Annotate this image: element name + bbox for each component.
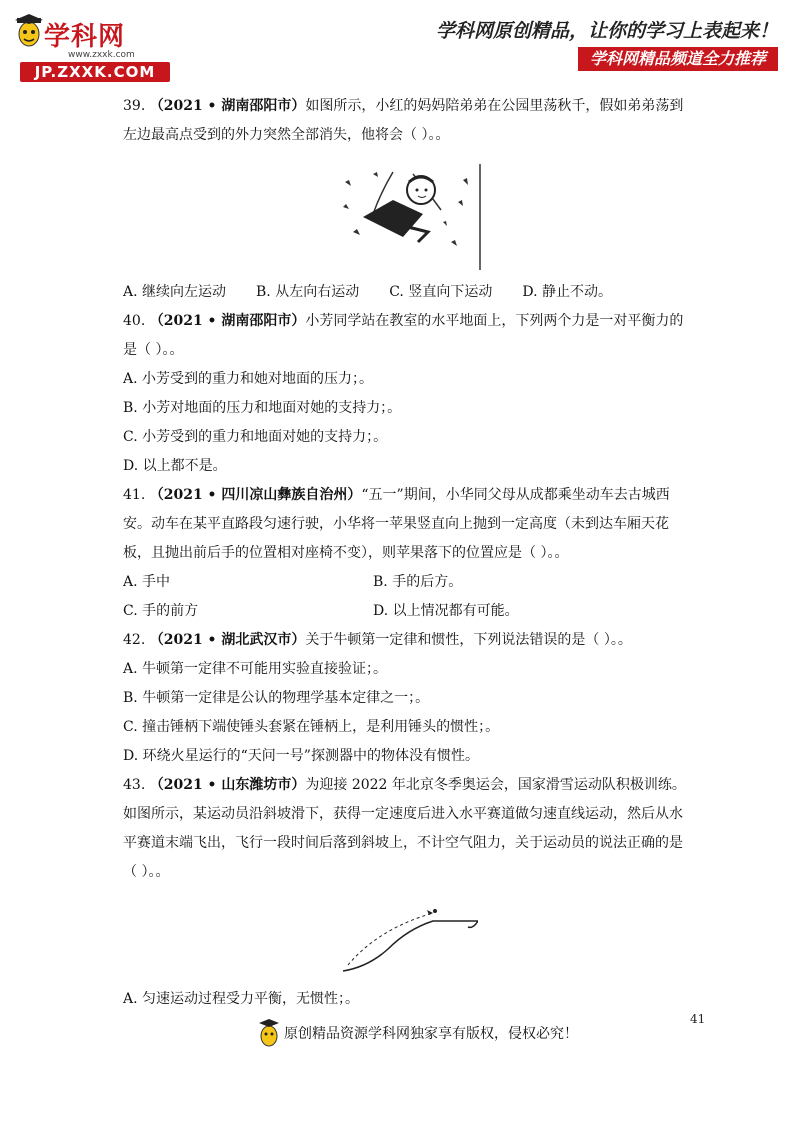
question-39 <box>123 92 693 150</box>
question-stem: 关于牛顿第一定律和惯性，下列说法错误的是（ ）。。 <box>305 632 632 648</box>
options-row <box>123 597 693 626</box>
mascot-icon <box>258 1019 280 1047</box>
question-source: （2021 • 湖北武汉市） <box>149 632 306 648</box>
question-stem: “五一”期间，小华同父母从成都乘坐动车去古城西安。动车在某平直路段匀速行驶，小华将一苹果竖直向上抛到一定高度（未到达车厢天花板，且抛出前后手的位置相对座椅不变），则苹果落下的位置应是（ ）。。 <box>123 487 670 561</box>
option-a[interactable]: A. 继续向左运动 <box>123 284 227 300</box>
option-b[interactable]: B. 从左向右运动 <box>256 284 360 300</box>
question-source: （2021 • 湖南邵阳市） <box>149 313 306 329</box>
option-d[interactable]: D. 静止不动。 <box>522 284 612 300</box>
header-slogan: 学科网原创精品，让你的学习上表起来！ <box>435 20 778 42</box>
question-42 <box>123 626 693 655</box>
logo-url: JP.ZXXK.COM <box>20 62 170 82</box>
question-41 <box>123 481 693 568</box>
options-row <box>123 278 693 307</box>
header-banner: 学科网精品频道全力推荐 <box>578 47 778 71</box>
mascot-icon <box>14 14 44 50</box>
option-c[interactable]: C. 撞击锤柄下端使锤头套紧在锤柄上，是利用锤头的惯性；。 <box>123 719 500 735</box>
option-b[interactable]: B. 手的后方。 <box>373 574 463 590</box>
page-header <box>0 0 800 80</box>
question-number: 40. <box>123 313 146 329</box>
document-body <box>123 92 693 1014</box>
question-stem: 小芳同学站在教室的水平地面上，下列两个力是一对平衡力的是（ ）。。 <box>123 313 684 358</box>
option-b[interactable]: B. 牛顿第一定律是公认的物理学基本定律之一；。 <box>123 690 430 706</box>
option-d[interactable]: D. 以上情况都有可能。 <box>373 603 519 619</box>
option-d[interactable]: D. 以上都不是。 <box>123 458 227 474</box>
ski-slope-figure <box>338 899 478 979</box>
option-a[interactable]: A. 牛顿第一定律不可能用实验直接验证；。 <box>123 661 388 677</box>
question-source: （2021 • 山东潍坊市） <box>149 777 306 793</box>
question-43 <box>123 771 693 887</box>
question-source: （2021 • 湖南邵阳市） <box>149 98 306 114</box>
options-row <box>123 568 693 597</box>
option-a[interactable]: A. 手中 <box>123 574 171 590</box>
option-d[interactable]: D. 环绕火星运行的“天问一号”探测器中的物体没有惯性。 <box>123 748 479 764</box>
question-number: 42. <box>123 632 146 648</box>
swing-figure <box>333 162 483 272</box>
question-number: 39. <box>123 98 146 114</box>
xkw-logo[interactable] <box>14 14 164 81</box>
logo-name: 学科网 <box>44 22 126 52</box>
question-number: 43. <box>123 777 146 793</box>
page-number: 41 <box>690 1012 706 1026</box>
question-40 <box>123 307 693 365</box>
question-stem: 如图所示，小红的妈妈陪弟弟在公园里荡秋千，假如弟弟荡到左边最高点受到的外力突然全部消失，他将会（ ）。。 <box>123 98 684 143</box>
option-c[interactable]: C. 小芳受到的重力和地面对她的支持力；。 <box>123 429 388 445</box>
question-number: 41. <box>123 487 146 503</box>
logo-small-url: www.zxxk.com <box>68 50 135 60</box>
copyright-notice: 原创精品资源学科网独家享有版权，侵权必究！ <box>284 1026 578 1042</box>
page-footer <box>258 1018 578 1048</box>
option-b[interactable]: B. 小芳对地面的压力和地面对她的支持力；。 <box>123 400 402 416</box>
option-c[interactable]: C. 手的前方 <box>123 603 199 619</box>
option-c[interactable]: C. 竖直向下运动 <box>389 284 493 300</box>
question-stem: 为迎接 2022 年北京冬季奥运会，国家滑雪运动队积极训练。如图所示，某运动员沿斜坡滑下，获得一定速度后进入水平赛道做匀速直线运动，然后从水平赛道末端飞出，飞行一段时间后落到斜坡上，不计空气阻力，关于运动员的说法正确的是（ ）。。 <box>123 777 686 880</box>
option-a[interactable]: A. 匀速运动过程受力平衡，无惯性；。 <box>123 991 360 1007</box>
option-a[interactable]: A. 小芳受到的重力和她对地面的压力；。 <box>123 371 374 387</box>
question-source: （2021 • 四川凉山彝族自治州） <box>149 487 362 503</box>
